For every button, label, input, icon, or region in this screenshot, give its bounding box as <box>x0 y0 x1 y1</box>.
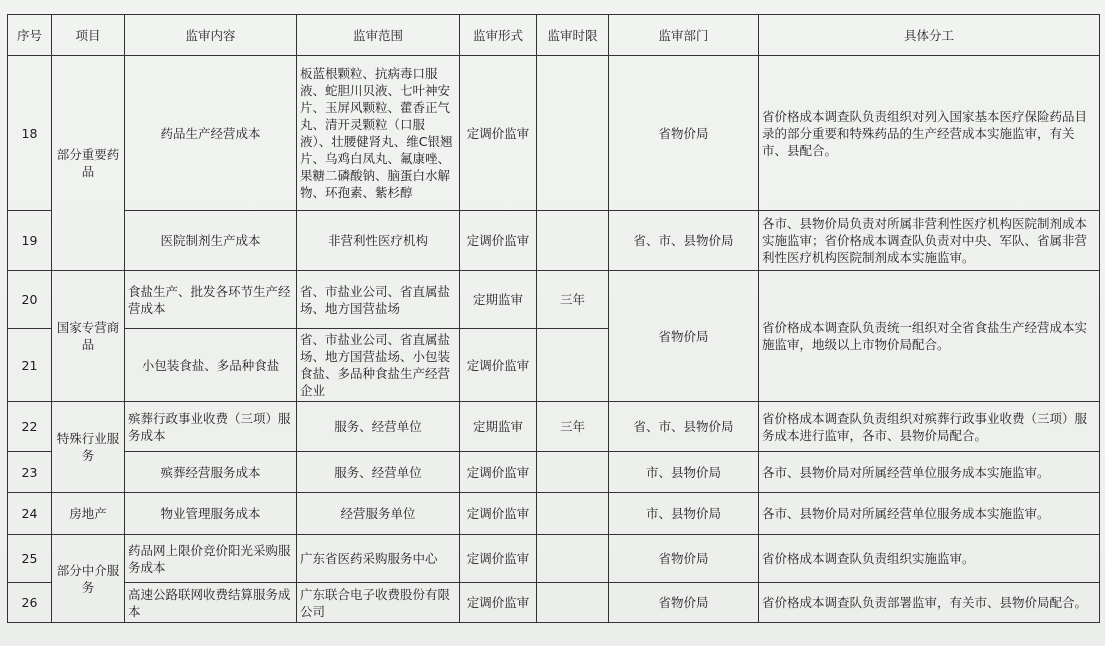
dept-cell: 省、市、县物价局 <box>609 211 759 271</box>
table-header-row <box>8 15 1100 56</box>
header-item: 项目 <box>52 15 125 56</box>
table-row <box>8 402 1100 452</box>
seq-cell: 24 <box>8 493 52 535</box>
content-cell: 药品生产经营成本 <box>125 56 297 211</box>
period-cell <box>537 329 609 402</box>
content-cell: 药品网上限价竞价阳光采购服务成本 <box>125 535 297 583</box>
table-row <box>8 535 1100 583</box>
scope-cell: 服务、经营单位 <box>297 452 460 493</box>
form-cell: 定期监审 <box>460 271 537 329</box>
dept-cell: 省物价局 <box>609 583 759 623</box>
period-cell <box>537 583 609 623</box>
table-row <box>8 583 1100 623</box>
group-cell-agency: 部分中介服务 <box>52 535 125 623</box>
form-cell: 定调价监审 <box>460 493 537 535</box>
content-cell: 高速公路联网收费结算服务成本 <box>125 583 297 623</box>
header-seq: 序号 <box>8 15 52 56</box>
dept-cell: 省物价局 <box>609 271 759 402</box>
division-cell: 省价格成本调查队负责组织实施监审。 <box>759 535 1100 583</box>
period-cell <box>537 493 609 535</box>
table-row <box>8 56 1100 211</box>
content-cell: 小包装食盐、多品种食盐 <box>125 329 297 402</box>
group-cell-special: 特殊行业服务 <box>52 402 125 493</box>
scope-cell: 广东联合电子收费股份有限公司 <box>297 583 460 623</box>
division-cell: 各市、县物价局对所属经营单位服务成本实施监审。 <box>759 452 1100 493</box>
division-cell: 省价格成本调查队负责部署监审，有关市、县物价局配合。 <box>759 583 1100 623</box>
period-cell <box>537 535 609 583</box>
content-cell: 医院制剂生产成本 <box>125 211 297 271</box>
content-cell: 殡葬经营服务成本 <box>125 452 297 493</box>
group-cell-drugs: 部分重要药品 <box>52 56 125 271</box>
form-cell: 定期监审 <box>460 402 537 452</box>
header-period: 监审时限 <box>537 15 609 56</box>
division-cell: 省价格成本调查队负责组织对列入国家基本医疗保险药品目录的部分重要和特殊药品的生产经营成本实施监审，有关市、县配合。 <box>759 56 1100 211</box>
seq-cell: 20 <box>8 271 52 329</box>
form-cell: 定调价监审 <box>460 329 537 402</box>
form-cell: 定调价监审 <box>460 56 537 211</box>
seq-cell: 23 <box>8 452 52 493</box>
division-cell: 省价格成本调查队负责组织对殡葬行政事业收费（三项）服务成本进行监审，各市、县物价局配合。 <box>759 402 1100 452</box>
dept-cell: 省、市、县物价局 <box>609 402 759 452</box>
dept-cell: 省物价局 <box>609 56 759 211</box>
period-cell <box>537 56 609 211</box>
content-cell: 物业管理服务成本 <box>125 493 297 535</box>
seq-cell: 26 <box>8 583 52 623</box>
header-division: 具体分工 <box>759 15 1100 56</box>
table-row <box>8 271 1100 329</box>
seq-cell: 19 <box>8 211 52 271</box>
period-cell <box>537 452 609 493</box>
seq-cell: 18 <box>8 56 52 211</box>
form-cell: 定调价监审 <box>460 452 537 493</box>
scope-cell: 省、市盐业公司、省直属盐场、地方国营盐场、小包装食盐、多品种食盐生产经营企业 <box>297 329 460 402</box>
table-row <box>8 493 1100 535</box>
division-cell: 各市、县物价局对所属经营单位服务成本实施监审。 <box>759 493 1100 535</box>
dept-cell: 省物价局 <box>609 535 759 583</box>
form-cell: 定调价监审 <box>460 583 537 623</box>
header-scope: 监审范围 <box>297 15 460 56</box>
period-cell: 三年 <box>537 271 609 329</box>
scope-cell: 广东省医药采购服务中心 <box>297 535 460 583</box>
header-content: 监审内容 <box>125 15 297 56</box>
form-cell: 定调价监审 <box>460 211 537 271</box>
group-cell-realestate: 房地产 <box>52 493 125 535</box>
dept-cell: 市、县物价局 <box>609 493 759 535</box>
dept-cell: 市、县物价局 <box>609 452 759 493</box>
seq-cell: 25 <box>8 535 52 583</box>
form-cell: 定调价监审 <box>460 535 537 583</box>
division-cell: 省价格成本调查队负责统一组织对全省食盐生产经营成本实施监审，地级以上市物价局配合。 <box>759 271 1100 402</box>
period-cell <box>537 211 609 271</box>
division-cell: 各市、县物价局负责对所属非营利性医疗机构医院制剂成本实施监审；省价格成本调查队负责对中央、军队、省属非营利性医疗机构医院制剂成本实施监审。 <box>759 211 1100 271</box>
content-cell: 殡葬行政事业收费（三项）服务成本 <box>125 402 297 452</box>
scope-cell: 非营利性医疗机构 <box>297 211 460 271</box>
period-cell: 三年 <box>537 402 609 452</box>
scope-cell: 省、市盐业公司、省直属盐场、地方国营盐场 <box>297 271 460 329</box>
header-dept: 监审部门 <box>609 15 759 56</box>
header-form: 监审形式 <box>460 15 537 56</box>
scope-cell: 服务、经营单位 <box>297 402 460 452</box>
content-cell: 食盐生产、批发各环节生产经营成本 <box>125 271 297 329</box>
table-row <box>8 211 1100 271</box>
scope-cell: 板蓝根颗粒、抗病毒口服液、蛇胆川贝液、七叶神安片、玉屏风颗粒、藿香正气丸、清开灵颗粒（口服液）、壮腰健肾丸、维C银翘片、乌鸡白凤丸、氟康唑、果糖二磷酸钠、脑蛋白水解物、环孢素、紫杉醇 <box>297 56 460 211</box>
group-cell-salt: 国家专营商品 <box>52 271 125 402</box>
audit-table <box>7 14 1100 623</box>
seq-cell: 21 <box>8 329 52 402</box>
table-row <box>8 452 1100 493</box>
scope-cell: 经营服务单位 <box>297 493 460 535</box>
seq-cell: 22 <box>8 402 52 452</box>
